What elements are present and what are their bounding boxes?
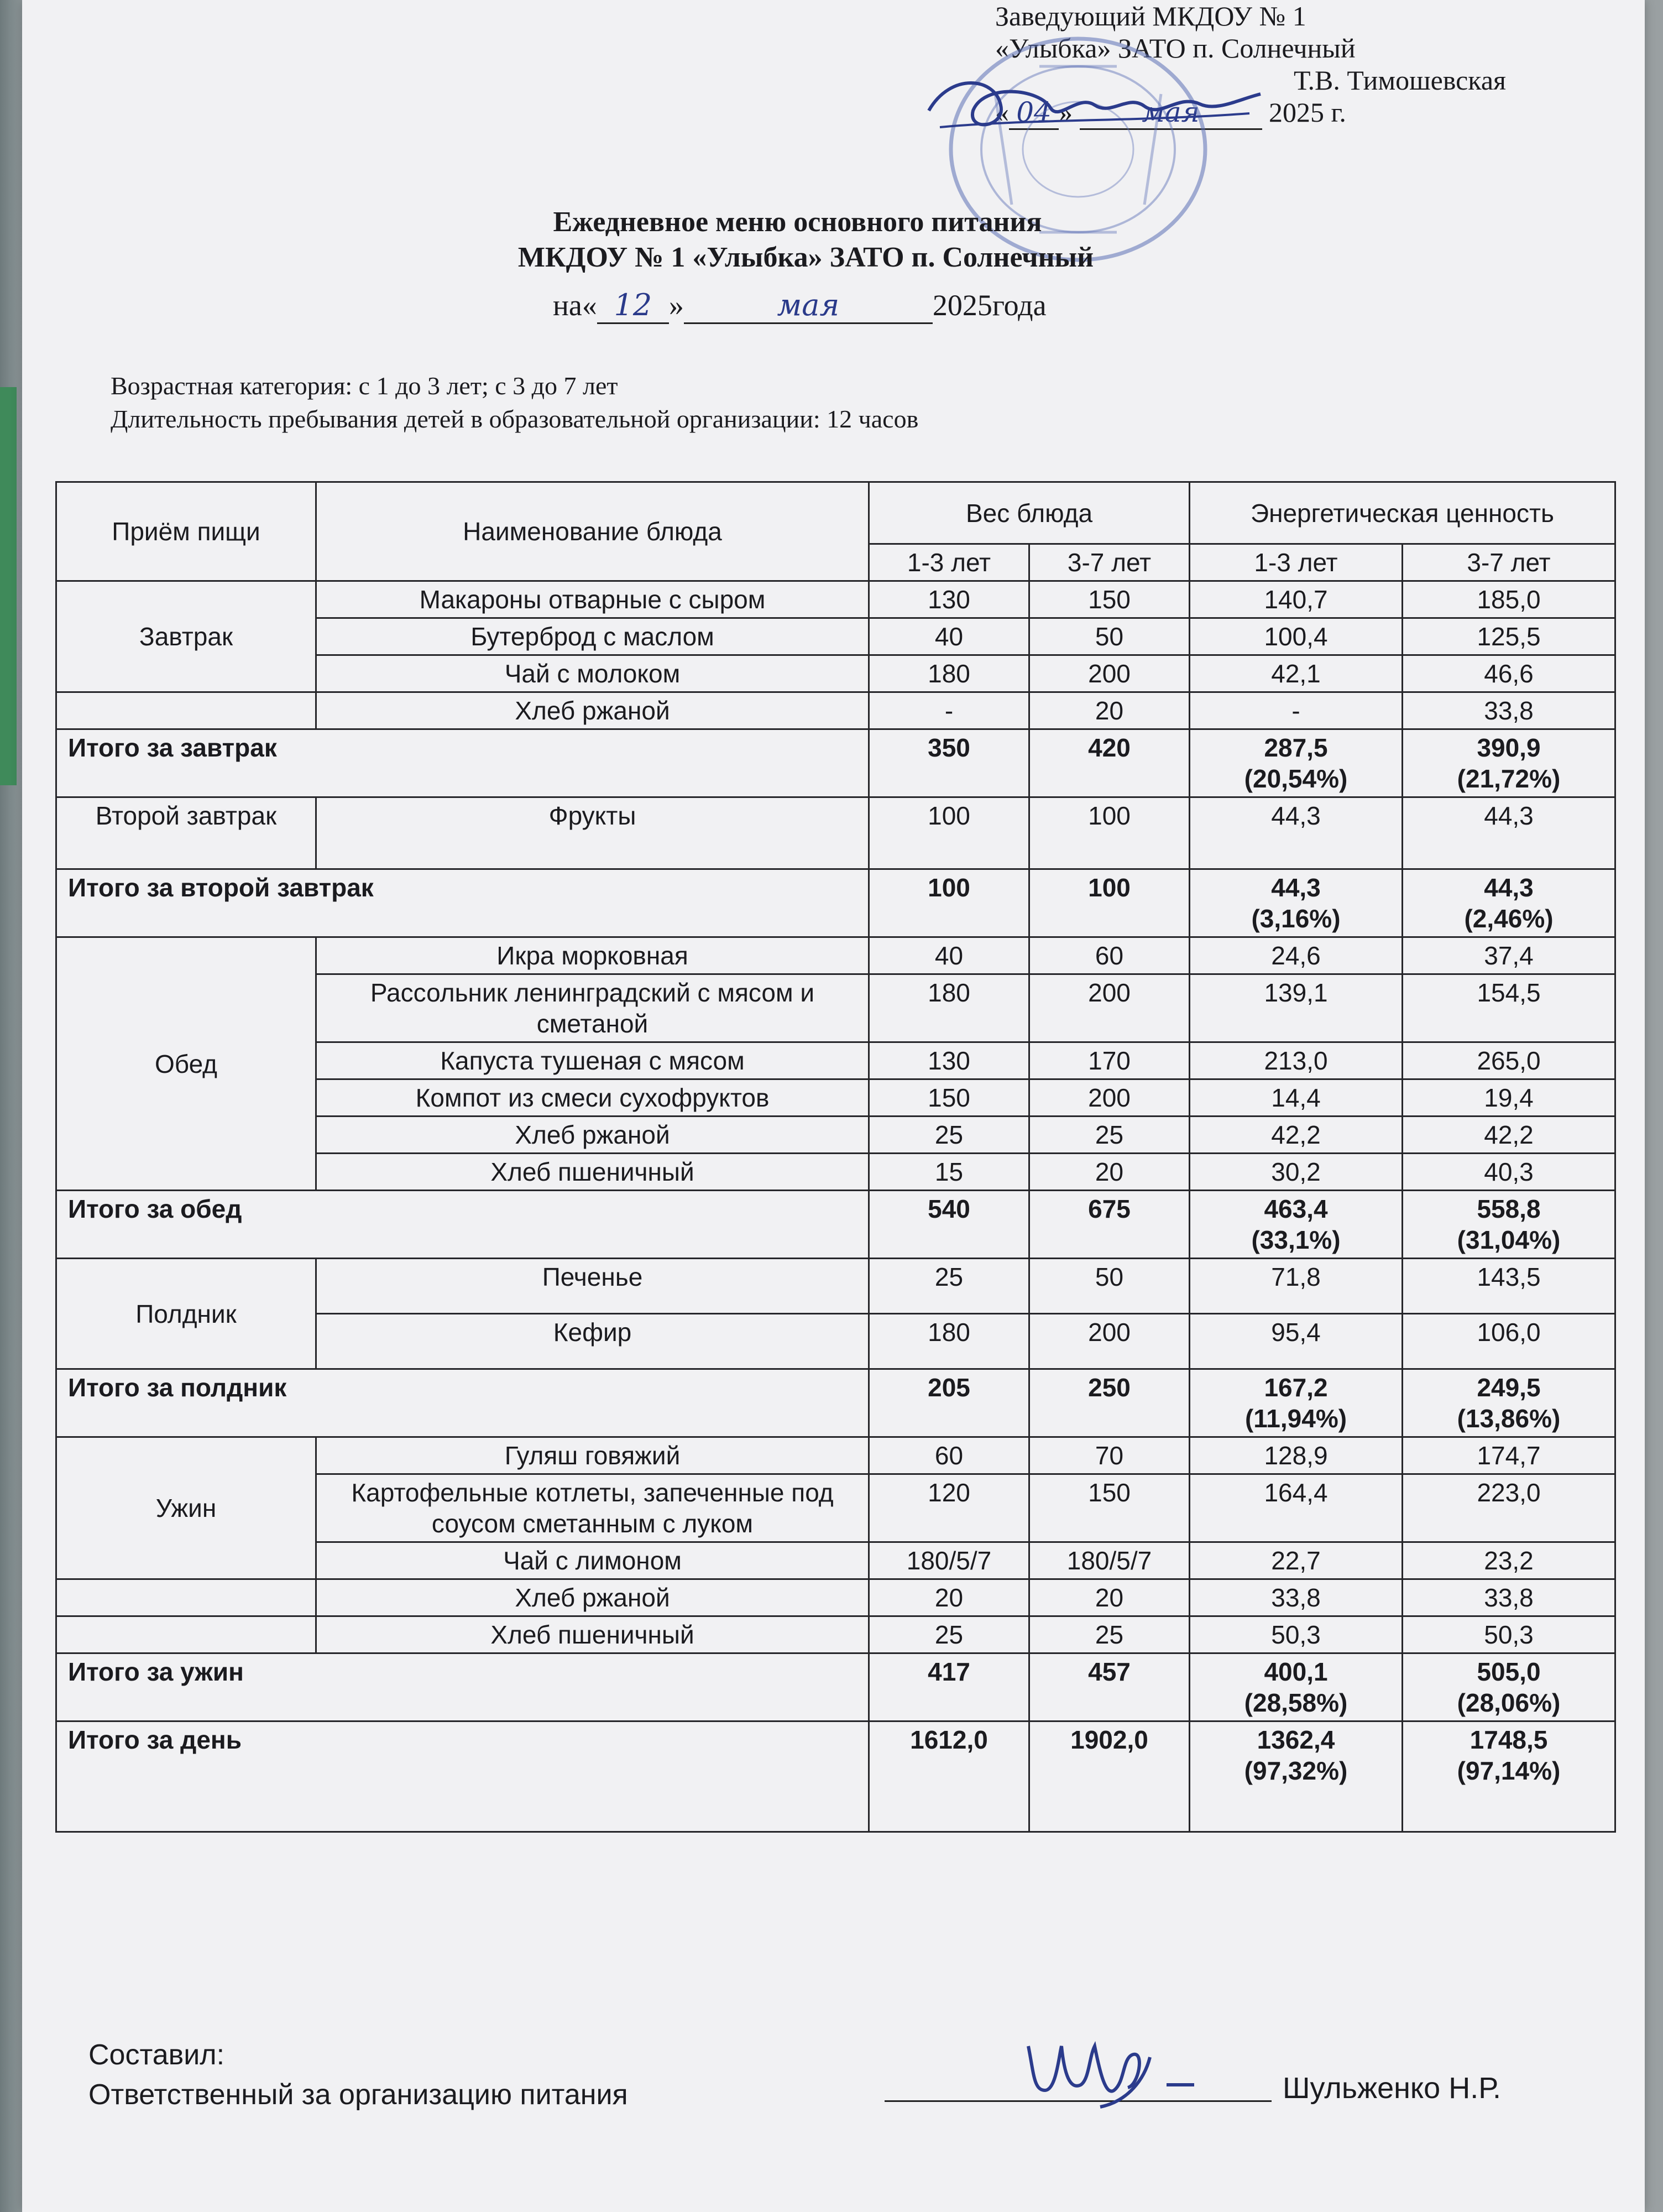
energy-1-3: 44,3 bbox=[1190, 797, 1403, 869]
total-weight-1-3: 205 bbox=[869, 1369, 1029, 1437]
total-energy-value: 44,3 bbox=[1484, 873, 1534, 902]
table-row bbox=[56, 581, 1615, 618]
approval-line-1: Заведующий МКДОУ № 1 bbox=[995, 1, 1306, 32]
total-energy-value: 505,0 bbox=[1477, 1657, 1541, 1686]
meal-empty bbox=[56, 1616, 316, 1653]
total-weight-1-3: 350 bbox=[869, 729, 1029, 797]
energy-3-7: 37,4 bbox=[1403, 937, 1615, 974]
energy-3-7: 265,0 bbox=[1403, 1042, 1615, 1079]
weight-3-7: 200 bbox=[1029, 655, 1190, 692]
info-block bbox=[111, 369, 918, 436]
menu-table bbox=[55, 481, 1616, 1833]
total-energy-3-7 bbox=[1403, 1191, 1615, 1259]
dish-name: Хлеб пшеничный bbox=[316, 1154, 869, 1191]
weight-1-3: 180 bbox=[869, 655, 1029, 692]
weight-1-3: 130 bbox=[869, 1042, 1029, 1079]
weight-3-7: 200 bbox=[1029, 974, 1190, 1042]
total-energy-value: 167,2 bbox=[1264, 1373, 1328, 1402]
weight-1-3: 180 bbox=[869, 1314, 1029, 1369]
weight-3-7: 25 bbox=[1029, 1616, 1190, 1653]
dish-name: Бутерброд с маслом bbox=[316, 618, 869, 655]
energy-3-7: 143,5 bbox=[1403, 1259, 1615, 1314]
total-energy-percent: (28,06%) bbox=[1457, 1688, 1561, 1717]
dish-name: Икра морковная bbox=[316, 937, 869, 974]
total-label: Итого за ужин bbox=[56, 1653, 869, 1721]
approval-date-month: мая bbox=[1080, 96, 1262, 130]
weight-1-3: 15 bbox=[869, 1154, 1029, 1191]
energy-3-7: 50,3 bbox=[1403, 1616, 1615, 1653]
weight-1-3: 20 bbox=[869, 1579, 1029, 1616]
total-row-snack bbox=[56, 1369, 1615, 1437]
dish-name: Хлеб ржаной bbox=[316, 1117, 869, 1154]
energy-1-3: 71,8 bbox=[1190, 1259, 1403, 1314]
total-energy-1-3 bbox=[1190, 729, 1403, 797]
total-row-dinner bbox=[56, 1653, 1615, 1721]
energy-1-3: 30,2 bbox=[1190, 1154, 1403, 1191]
total-energy-percent: (21,72%) bbox=[1457, 764, 1561, 793]
weight-1-3: 100 bbox=[869, 797, 1029, 869]
total-weight-1-3: 540 bbox=[869, 1191, 1029, 1259]
total-weight-1-3: 417 bbox=[869, 1653, 1029, 1721]
total-label: Итого за день bbox=[56, 1721, 869, 1832]
weight-1-3: 150 bbox=[869, 1079, 1029, 1117]
header-weight-age1: 1-3 лет bbox=[869, 544, 1029, 581]
total-weight-1-3: 100 bbox=[869, 869, 1029, 937]
total-energy-3-7 bbox=[1403, 1721, 1615, 1832]
energy-3-7: 40,3 bbox=[1403, 1154, 1615, 1191]
energy-3-7: 42,2 bbox=[1403, 1117, 1615, 1154]
energy-1-3: 164,4 bbox=[1190, 1474, 1403, 1542]
energy-3-7: 33,8 bbox=[1403, 692, 1615, 729]
weight-3-7: 20 bbox=[1029, 692, 1190, 729]
header-energy-age2: 3-7 лет bbox=[1403, 544, 1615, 581]
weight-3-7: 100 bbox=[1029, 797, 1190, 869]
responsible-name: Шульженко Н.Р. bbox=[1283, 2072, 1502, 2105]
weight-3-7: 200 bbox=[1029, 1079, 1190, 1117]
energy-1-3: 22,7 bbox=[1190, 1542, 1403, 1579]
approval-line-3: Т.В. Тимошевская bbox=[1294, 65, 1507, 96]
total-weight-3-7: 420 bbox=[1029, 729, 1190, 797]
dish-name: Рассольник ленинградский с мясом и сметаной bbox=[316, 974, 869, 1042]
total-row-breakfast bbox=[56, 729, 1615, 797]
director-signature bbox=[918, 61, 1272, 144]
energy-1-3: 128,9 bbox=[1190, 1437, 1403, 1474]
total-energy-percent: (20,54%) bbox=[1244, 764, 1348, 793]
energy-1-3: 42,2 bbox=[1190, 1117, 1403, 1154]
total-energy-1-3 bbox=[1190, 1191, 1403, 1259]
weight-3-7: 150 bbox=[1029, 1474, 1190, 1542]
total-energy-percent: (3,16%) bbox=[1251, 904, 1341, 933]
energy-1-3: 213,0 bbox=[1190, 1042, 1403, 1079]
header-weight-age2: 3-7 лет bbox=[1029, 544, 1190, 581]
date-prefix: на« bbox=[553, 289, 597, 322]
weight-3-7: 20 bbox=[1029, 1579, 1190, 1616]
total-label: Итого за завтрак bbox=[56, 729, 869, 797]
approval-line-2: «Улыбка» ЗАТО п. Солнечный bbox=[995, 33, 1356, 64]
energy-3-7: 154,5 bbox=[1403, 974, 1615, 1042]
total-energy-value: 400,1 bbox=[1264, 1657, 1328, 1686]
total-energy-1-3 bbox=[1190, 1721, 1403, 1832]
total-energy-value: 463,4 bbox=[1264, 1194, 1328, 1223]
energy-1-3: 33,8 bbox=[1190, 1579, 1403, 1616]
approval-date-open: « bbox=[995, 97, 1009, 128]
header-energy: Энергетическая ценность bbox=[1190, 482, 1615, 544]
total-energy-value: 287,5 bbox=[1264, 733, 1328, 762]
energy-3-7: 19,4 bbox=[1403, 1079, 1615, 1117]
total-energy-percent: (2,46%) bbox=[1464, 904, 1554, 933]
total-energy-percent: (97,14%) bbox=[1457, 1756, 1561, 1785]
energy-1-3: 95,4 bbox=[1190, 1314, 1403, 1369]
energy-3-7: 223,0 bbox=[1403, 1474, 1615, 1542]
table-row bbox=[56, 1259, 1615, 1314]
total-label: Итого за обед bbox=[56, 1191, 869, 1259]
meal-second-breakfast: Второй завтрак bbox=[56, 797, 316, 869]
table-row bbox=[56, 1616, 1615, 1653]
total-weight-3-7: 1902,0 bbox=[1029, 1721, 1190, 1832]
header-meal: Приём пищи bbox=[56, 482, 316, 581]
energy-1-3: 140,7 bbox=[1190, 581, 1403, 618]
dish-name: Макароны отварные с сыром bbox=[316, 581, 869, 618]
total-energy-percent: (28,58%) bbox=[1244, 1688, 1348, 1717]
total-energy-3-7 bbox=[1403, 869, 1615, 937]
date-suffix: 2025года bbox=[932, 289, 1047, 322]
total-energy-value: 1748,5 bbox=[1469, 1725, 1548, 1754]
weight-3-7: 150 bbox=[1029, 581, 1190, 618]
total-energy-value: 390,9 bbox=[1477, 733, 1541, 762]
weight-1-3: 25 bbox=[869, 1117, 1029, 1154]
weight-1-3: 180/5/7 bbox=[869, 1542, 1029, 1579]
energy-3-7: 44,3 bbox=[1403, 797, 1615, 869]
header-energy-age1: 1-3 лет bbox=[1190, 544, 1403, 581]
total-energy-percent: (33,1%) bbox=[1251, 1225, 1341, 1254]
total-row-second-breakfast bbox=[56, 869, 1615, 937]
document-title bbox=[22, 205, 1645, 275]
weight-3-7: 200 bbox=[1029, 1314, 1190, 1369]
background-green-strip bbox=[0, 387, 17, 785]
title-line-2: МКДОУ № 1 «Улыбка» ЗАТО п. Солнечный bbox=[517, 242, 1094, 273]
energy-3-7: 174,7 bbox=[1403, 1437, 1615, 1474]
dish-name: Картофельные котлеты, запеченные под соусом сметанным с луком bbox=[316, 1474, 869, 1542]
total-weight-3-7: 100 bbox=[1029, 869, 1190, 937]
energy-3-7: 33,8 bbox=[1403, 1579, 1615, 1616]
meal-dinner: Ужин bbox=[56, 1437, 316, 1579]
dish-name: Печенье bbox=[316, 1259, 869, 1314]
dish-name: Хлеб пшеничный bbox=[316, 1616, 869, 1653]
weight-1-3: 130 bbox=[869, 581, 1029, 618]
total-energy-1-3 bbox=[1190, 869, 1403, 937]
dish-name: Капуста тушеная с мясом bbox=[316, 1042, 869, 1079]
date-mid: » bbox=[668, 289, 684, 322]
energy-3-7: 46,6 bbox=[1403, 655, 1615, 692]
weight-1-3: 40 bbox=[869, 618, 1029, 655]
dish-name: Кефир bbox=[316, 1314, 869, 1369]
table-row bbox=[56, 937, 1615, 974]
composed-label: Составил: bbox=[88, 2039, 225, 2071]
table-row bbox=[56, 1437, 1615, 1474]
total-row-lunch bbox=[56, 1191, 1615, 1259]
menu-date bbox=[553, 288, 1047, 324]
date-month: мая bbox=[684, 288, 933, 324]
weight-3-7: 50 bbox=[1029, 618, 1190, 655]
weight-3-7: 60 bbox=[1029, 937, 1190, 974]
total-weight-3-7: 457 bbox=[1029, 1653, 1190, 1721]
total-energy-3-7 bbox=[1403, 1369, 1615, 1437]
weight-1-3: - bbox=[869, 692, 1029, 729]
dish-name: Хлеб ржаной bbox=[316, 692, 869, 729]
meal-empty bbox=[56, 692, 316, 729]
dish-name: Чай с лимоном bbox=[316, 1542, 869, 1579]
energy-1-3: - bbox=[1190, 692, 1403, 729]
age-category: Возрастная категория: с 1 до 3 лет; с 3 до 7 лет bbox=[111, 372, 618, 400]
dish-name: Чай с молоком bbox=[316, 655, 869, 692]
table-row bbox=[56, 1579, 1615, 1616]
weight-1-3: 25 bbox=[869, 1259, 1029, 1314]
responsible-label: Ответственный за организацию питания bbox=[88, 2079, 628, 2111]
total-weight-3-7: 250 bbox=[1029, 1369, 1190, 1437]
total-energy-value: 1362,4 bbox=[1257, 1725, 1335, 1754]
energy-1-3: 24,6 bbox=[1190, 937, 1403, 974]
energy-3-7: 106,0 bbox=[1403, 1314, 1615, 1369]
weight-1-3: 25 bbox=[869, 1616, 1029, 1653]
meal-snack: Полдник bbox=[56, 1259, 316, 1369]
total-energy-3-7 bbox=[1403, 1653, 1615, 1721]
weight-1-3: 40 bbox=[869, 937, 1029, 974]
dish-name: Гуляш говяжий bbox=[316, 1437, 869, 1474]
energy-3-7: 23,2 bbox=[1403, 1542, 1615, 1579]
table-row bbox=[56, 797, 1615, 869]
header-dish: Наименование блюда bbox=[316, 482, 869, 581]
energy-1-3: 50,3 bbox=[1190, 1616, 1403, 1653]
stay-duration: Длительность пребывания детей в образовательной организации: 12 часов bbox=[111, 405, 919, 433]
meal-lunch: Обед bbox=[56, 937, 316, 1191]
weight-3-7: 170 bbox=[1029, 1042, 1190, 1079]
approval-date-close: » bbox=[1059, 97, 1073, 128]
total-energy-percent: (13,86%) bbox=[1457, 1404, 1561, 1433]
responsible-signature bbox=[1017, 2024, 1216, 2118]
total-energy-1-3 bbox=[1190, 1653, 1403, 1721]
total-weight-3-7: 675 bbox=[1029, 1191, 1190, 1259]
weight-1-3: 60 bbox=[869, 1437, 1029, 1474]
dish-name: Хлеб ржаной bbox=[316, 1579, 869, 1616]
total-energy-value: 558,8 bbox=[1477, 1194, 1541, 1223]
total-energy-3-7 bbox=[1403, 729, 1615, 797]
weight-3-7: 50 bbox=[1029, 1259, 1190, 1314]
energy-3-7: 125,5 bbox=[1403, 618, 1615, 655]
total-energy-percent: (31,04%) bbox=[1457, 1225, 1561, 1254]
weight-1-3: 120 bbox=[869, 1474, 1029, 1542]
total-label: Итого за полдник bbox=[56, 1369, 869, 1437]
weight-1-3: 180 bbox=[869, 974, 1029, 1042]
meal-empty bbox=[56, 1579, 316, 1616]
table-row bbox=[56, 692, 1615, 729]
approval-date-day: 04 bbox=[1009, 96, 1059, 130]
total-energy-percent: (97,32%) bbox=[1244, 1756, 1348, 1785]
energy-1-3: 14,4 bbox=[1190, 1079, 1403, 1117]
total-label: Итого за второй завтрак bbox=[56, 869, 869, 937]
weight-3-7: 20 bbox=[1029, 1154, 1190, 1191]
header-weight: Вес блюда bbox=[869, 482, 1190, 544]
signoff-block bbox=[88, 2035, 628, 2115]
approval-date-year: 2025 г. bbox=[1269, 97, 1346, 128]
total-weight-1-3: 1612,0 bbox=[869, 1721, 1029, 1832]
date-day: 12 bbox=[597, 288, 669, 324]
energy-1-3: 42,1 bbox=[1190, 655, 1403, 692]
title-line-1: Ежедневное меню основного питания bbox=[553, 206, 1042, 238]
weight-3-7: 180/5/7 bbox=[1029, 1542, 1190, 1579]
total-energy-1-3 bbox=[1190, 1369, 1403, 1437]
energy-1-3: 139,1 bbox=[1190, 974, 1403, 1042]
weight-3-7: 70 bbox=[1029, 1437, 1190, 1474]
dish-name: Компот из смеси сухофруктов bbox=[316, 1079, 869, 1117]
total-energy-percent: (11,94%) bbox=[1244, 1404, 1347, 1433]
menu-document bbox=[22, 0, 1645, 2212]
total-row-day bbox=[56, 1721, 1615, 1832]
meal-breakfast: Завтрак bbox=[56, 581, 316, 692]
energy-3-7: 185,0 bbox=[1403, 581, 1615, 618]
weight-3-7: 25 bbox=[1029, 1117, 1190, 1154]
total-energy-value: 44,3 bbox=[1271, 873, 1321, 902]
energy-1-3: 100,4 bbox=[1190, 618, 1403, 655]
total-energy-value: 249,5 bbox=[1477, 1373, 1541, 1402]
dish-name: Фрукты bbox=[316, 797, 869, 869]
